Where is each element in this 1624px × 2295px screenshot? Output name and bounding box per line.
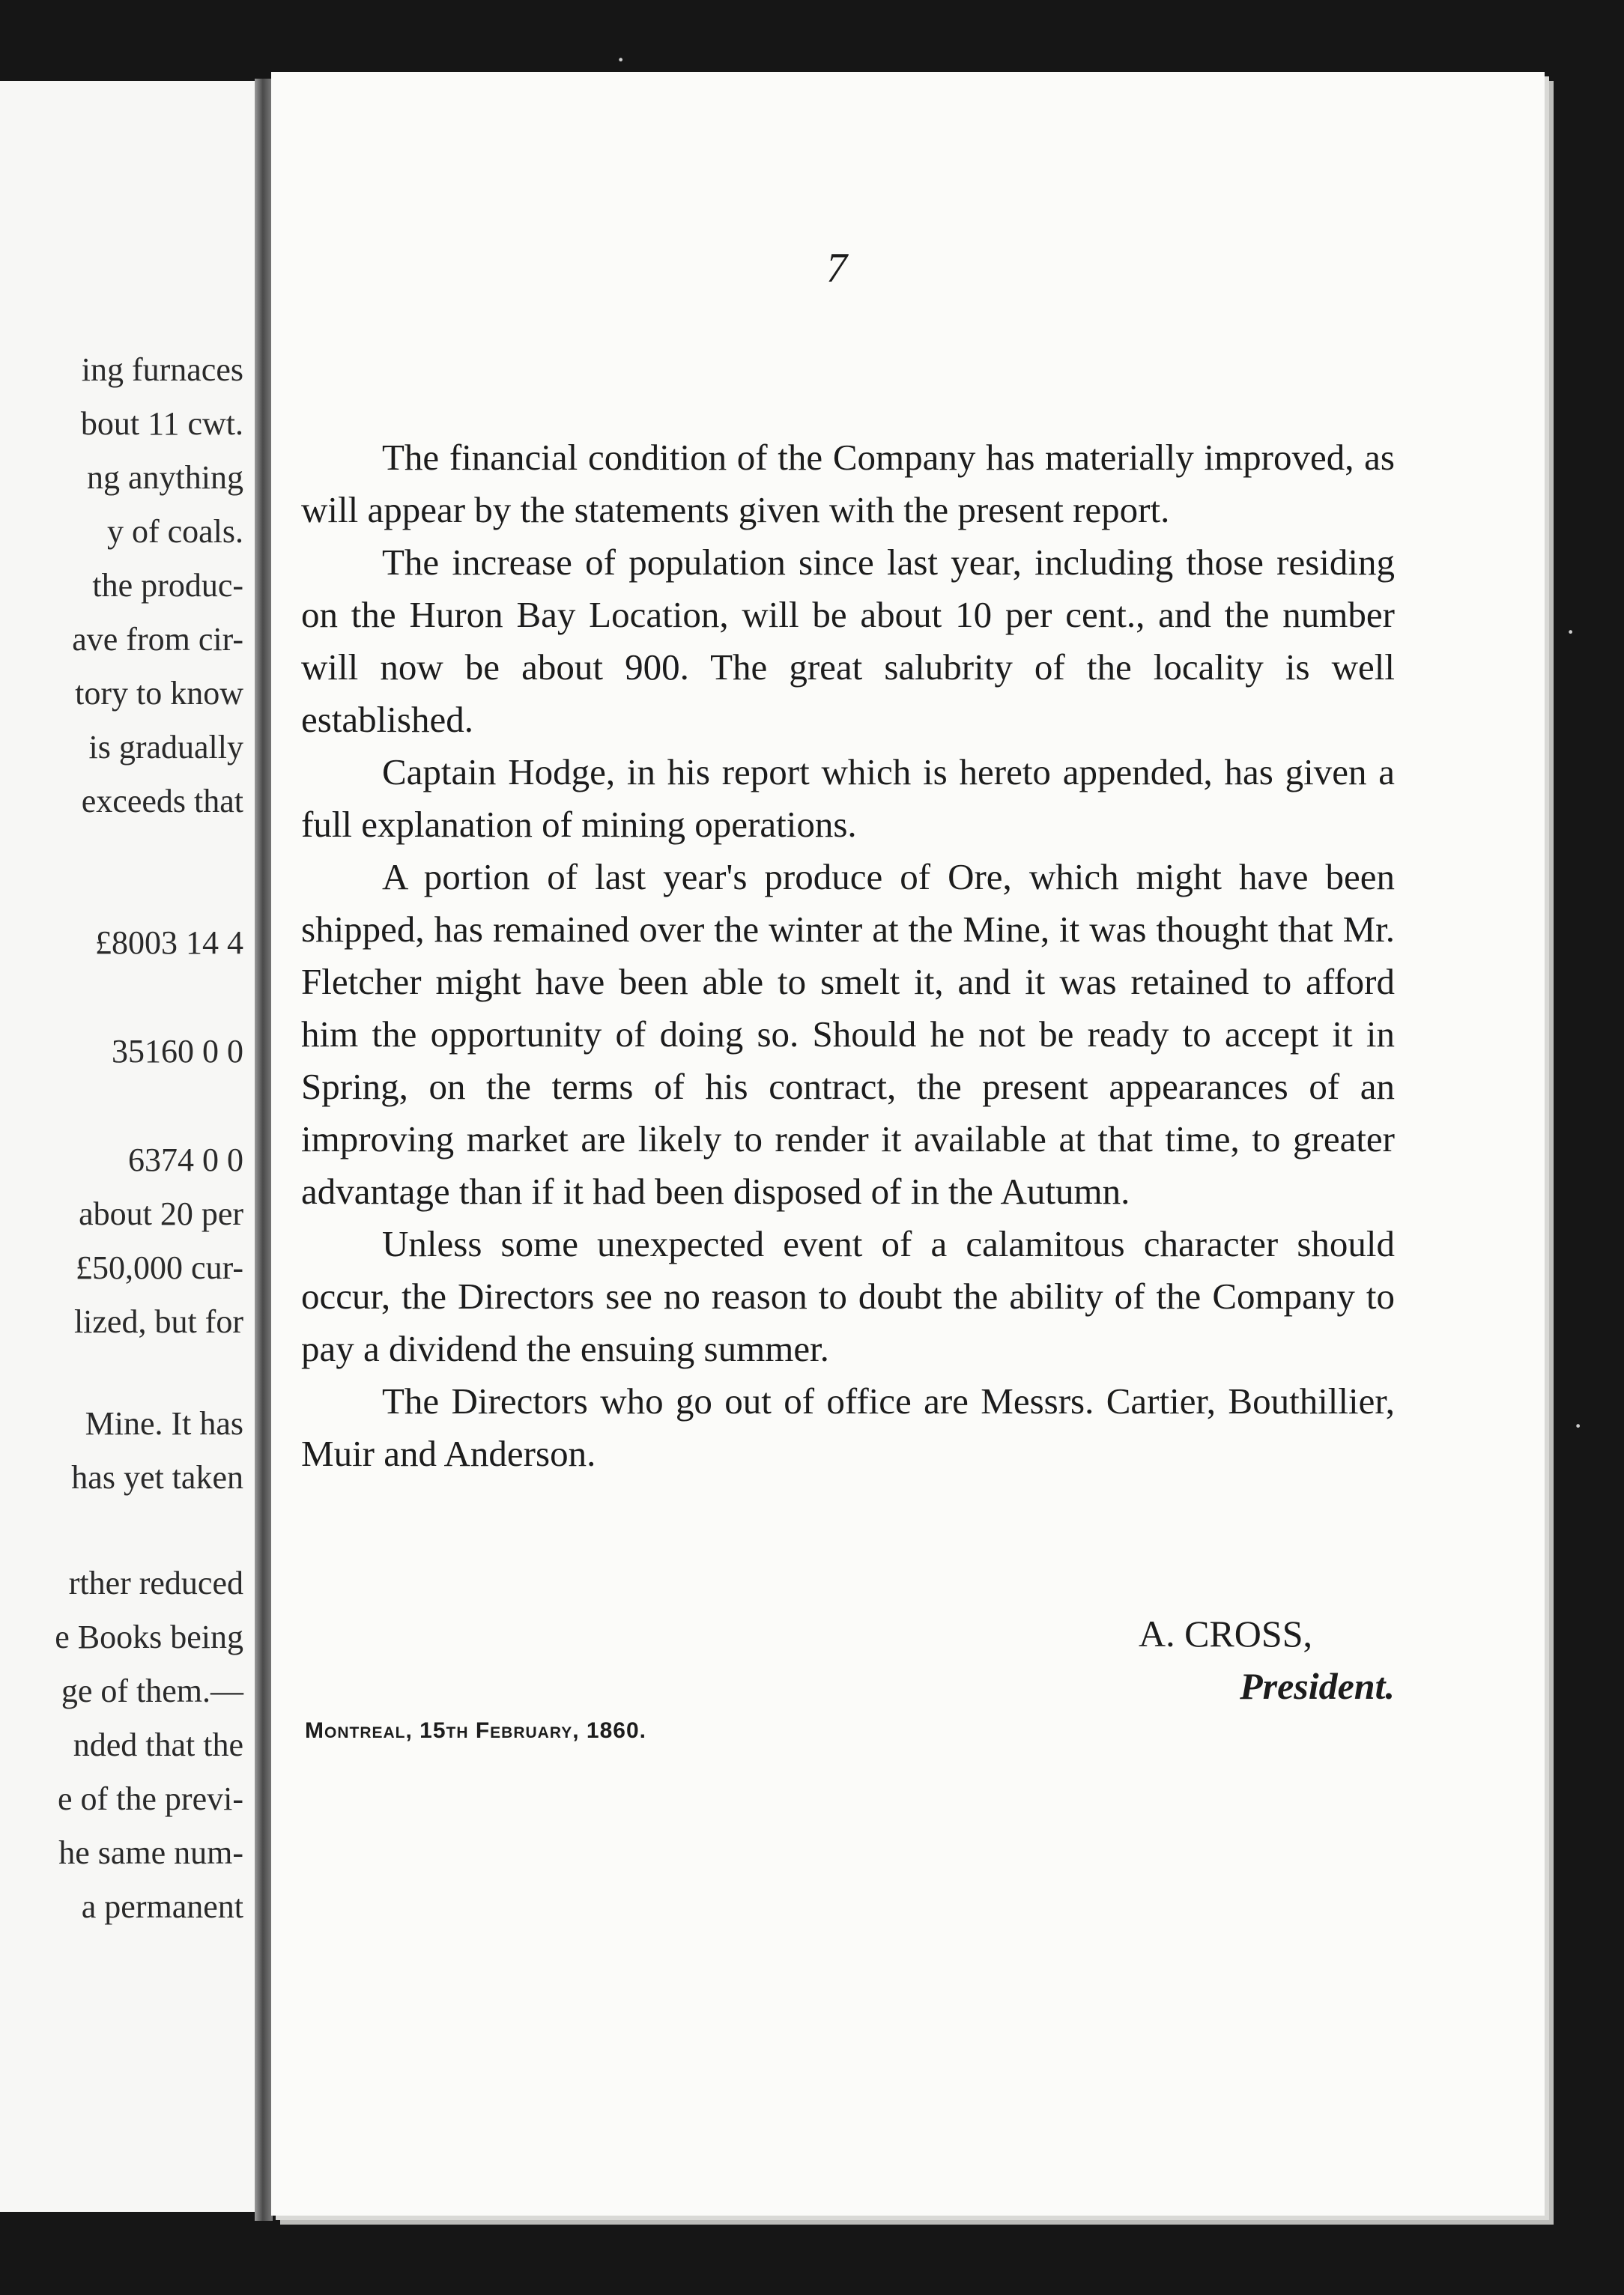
paragraph-financial-condition: The financial condition of the Company has materially improved, as will appear by the statements given with the present report. <box>301 437 1395 530</box>
left-text-line: nded that the <box>73 1726 243 1763</box>
paragraph-directors: The Directors who go out of office are Messrs. Cartier, Bouthillier, Muir and Anderson. <box>301 1380 1395 1474</box>
signatory-name: A. CROSS, <box>1138 1613 1312 1655</box>
left-text-line: bout 11 cwt. <box>80 405 243 442</box>
left-text-line: £50,000 cur- <box>76 1249 243 1286</box>
paragraph-captain-hodge: Captain Hodge, in his report which is hereto appended, has given a full explanation of mining operations. <box>301 751 1395 845</box>
left-text-line: tory to know <box>75 675 243 712</box>
left-text-line: exceeds that <box>81 783 243 819</box>
left-text-line: e of the previ- <box>58 1780 243 1817</box>
left-text-line: 35160 0 0 <box>112 1033 243 1070</box>
left-text-line: ave from cir- <box>72 621 243 658</box>
left-text-line: rther reduced <box>68 1565 243 1601</box>
left-text-line: ge of them.— <box>61 1673 243 1709</box>
dateline: Montreal, 15th February, 1860. <box>305 1718 646 1743</box>
left-text-line: y of coals. <box>106 513 243 550</box>
left-text-line: has yet taken <box>71 1459 243 1496</box>
left-text-line: e Books being <box>55 1619 243 1655</box>
paragraph-population: The increase of population since last year, including those residing on the Huron Bay Location, will be about 10 per cent., and the number will now be about 900. The great salubrity of the locality is well established. <box>301 542 1395 740</box>
left-text-line: Mine. It has <box>85 1405 243 1442</box>
left-text-line: he same num- <box>58 1834 243 1871</box>
left-text-line: £8003 14 4 <box>95 924 243 961</box>
paragraph-dividend: Unless some unexpected event of a calamitous character should occur, the Directors see no reason to doubt the ability of the Company to pay a dividend the ensuing summer. <box>301 1223 1395 1369</box>
left-text-line: a permanent <box>81 1888 243 1925</box>
left-text-line: 6374 0 0 <box>128 1142 243 1178</box>
book-spine <box>255 79 273 2221</box>
scan-speck: · <box>616 43 626 76</box>
left-text-line: about 20 per <box>79 1195 243 1232</box>
scan-speck: · <box>1566 615 1576 649</box>
scan-speck: · <box>1573 1409 1584 1443</box>
left-text-line: ing furnaces <box>81 351 243 388</box>
signatory-title: President. <box>1240 1665 1395 1707</box>
left-text-line: ng anything <box>87 459 243 496</box>
left-text-line: the produc- <box>92 567 243 604</box>
left-text-line: lized, but for <box>73 1303 243 1340</box>
left-text-line: is gradually <box>88 729 243 765</box>
document-page <box>271 72 1545 2216</box>
page-number: 7 <box>826 245 847 291</box>
paragraph-ore-produce: A portion of last year's produce of Ore, which might have been shipped, has remained over the winter at the Mine, it was thought that Mr. Fletcher might have been able to smelt it, and it was retained to afford him the opportunity of doing so. Should he not be ready to accept it in Spring, on the terms of his contract, the present appearances of an improving market are likely to render it available at that time, to greater advantage than if it had been disposed of in the Autumn. <box>301 856 1395 1212</box>
report-body <box>301 431 1395 1480</box>
signature-block <box>301 1607 1395 1712</box>
previous-page-fragment <box>0 81 258 2212</box>
